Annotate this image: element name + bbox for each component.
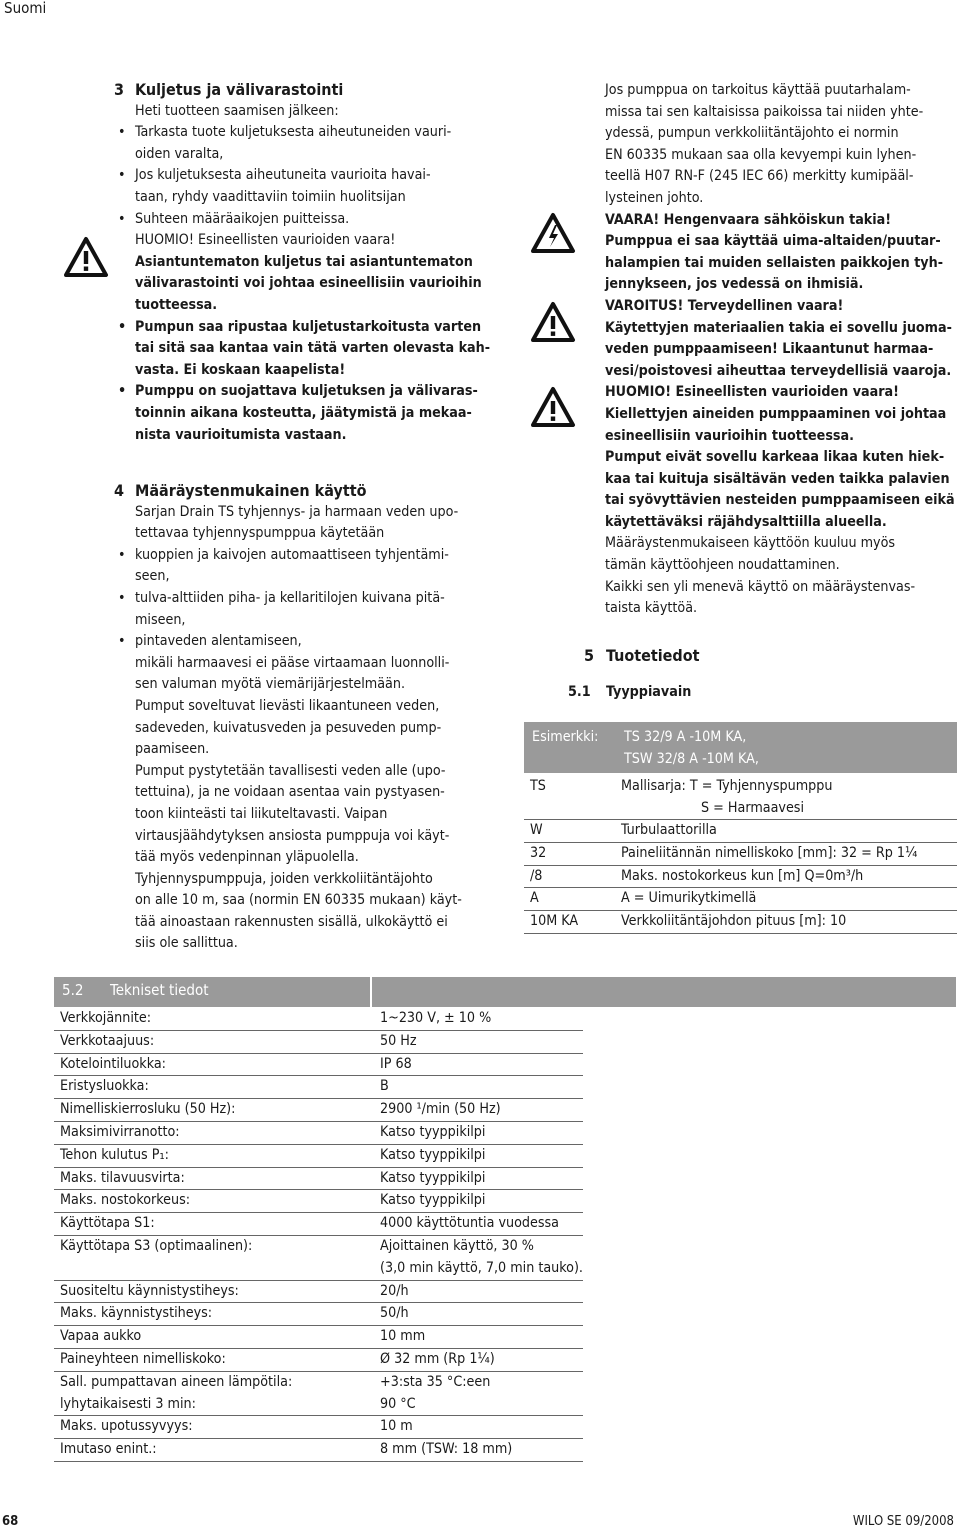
text-line: oiden varalta, xyxy=(135,145,224,162)
text-line: sen valuman myötä viemärijärjestelmään. xyxy=(135,676,406,693)
spec-label: Nimelliskierrosluku (50 Hz): xyxy=(54,1099,374,1122)
spec-value: IP 68 xyxy=(374,1053,583,1076)
table-row xyxy=(374,1053,583,1076)
tech-data-header xyxy=(54,977,956,1007)
type-desc: Verkkoliitäntäjohdon pituus [m]: 10 xyxy=(615,910,957,933)
text-line: Käyttötapa S3 (optimaalinen): xyxy=(60,1237,253,1254)
text-line: lysteinen johto. xyxy=(605,189,704,206)
text-line: jennykseen, jos vedessä on ihmisiä. xyxy=(605,276,864,293)
table-row xyxy=(374,1235,583,1280)
text-line: virtausjäähdytyksen ansiosta pumppuja voi käyt- xyxy=(135,827,450,844)
table-row xyxy=(54,1099,374,1122)
spec-label: Maks. käynnistystiheys: xyxy=(54,1303,374,1326)
type-desc: Turbulaattorilla xyxy=(615,820,957,843)
table-row xyxy=(54,1008,374,1030)
list-item xyxy=(118,122,505,165)
header-divider xyxy=(370,977,372,1007)
text-line: Sall. pumpattavan aineen lämpötila: xyxy=(60,1373,293,1390)
table-row xyxy=(54,1303,374,1326)
list-item xyxy=(118,631,505,653)
warning-text: tuotteessa. xyxy=(135,296,218,313)
table-row xyxy=(54,1030,374,1053)
table-row xyxy=(524,842,957,865)
text-line: +3:sta 35 °C:een xyxy=(380,1373,491,1390)
tech-data-table xyxy=(54,1008,374,1462)
text-line: Kiellettyjen aineiden pumppaaminen voi johtaa xyxy=(605,405,947,422)
spec-label: Tehon kulutus P₁: xyxy=(54,1144,374,1167)
text-line: taan, ryhdy vaadittaviin toimiin huolitsijan xyxy=(135,188,406,205)
spec-label xyxy=(54,1371,374,1416)
table-row xyxy=(524,888,957,911)
list-item xyxy=(118,545,505,588)
warning-text: välivarastointi voi johtaa esineellisiin vaurioihin xyxy=(135,275,482,292)
text-line: toon kiinteästi tai liikuteltavasti. Vaipan xyxy=(135,805,388,822)
table-row xyxy=(374,1303,583,1326)
health-warning-title: VAROITUS! Terveydellinen vaara! xyxy=(605,297,844,314)
text-line: veden pumppaamiseen! Likaantunut harmaa- xyxy=(605,341,934,358)
section-3 xyxy=(135,79,505,446)
spec-label: Maks. upotussyvyys: xyxy=(54,1416,374,1439)
spec-value xyxy=(374,1371,583,1416)
electric-hazard-icon xyxy=(530,212,576,254)
text-line: Pumput eivät sovellu karkeaa likaa kuten hiek- xyxy=(605,449,945,466)
type-key-table xyxy=(524,776,957,934)
text-line: tai syövyttävien nesteiden pumppaamiseen eikä xyxy=(605,492,955,509)
text-line: tai sitä saa kantaa vain tätä varten olevasta kah- xyxy=(135,340,491,357)
section-5-1-title: Tyyppiavain xyxy=(606,684,692,700)
text-line: teellä H07 RN-F (245 IEC 66) merkitty kumipääl- xyxy=(605,168,914,185)
text-line: Pumput pystytetään tavallisesti veden alle (upo- xyxy=(135,762,446,779)
section-4 xyxy=(135,480,505,955)
type-desc: Paineliitännän nimelliskoko [mm]: 32 = Rp 1¼ xyxy=(615,842,957,865)
type-key-value: TSW 32/8 A -10M KA, xyxy=(624,751,759,767)
text-line: • kuoppien ja kaivojen automaattiseen tyhjentämi- xyxy=(135,546,449,563)
table-row xyxy=(54,1144,374,1167)
text-line: Kaikki sen yli menevä käyttö on määräystenvas- xyxy=(605,578,916,595)
danger-title: VAARA! Hengenvaara sähköiskun takia! xyxy=(605,211,892,228)
table-row xyxy=(374,1030,583,1053)
type-desc xyxy=(615,776,957,820)
text-line: on alle 10 m, saa (normin EN 60335 mukaan) käyt- xyxy=(135,892,462,909)
caution-title: HUOMIO! Esineellisten vaurioiden vaara! xyxy=(605,384,899,401)
text-line: EN 60335 mukaan saa olla kevyempi kuin lyhen- xyxy=(605,146,917,163)
spec-value: 50 Hz xyxy=(374,1030,583,1053)
text-line: 90 °C xyxy=(380,1395,416,1412)
type-key-label: Esimerkki: xyxy=(532,729,599,745)
text-line: missa tai sen kaltaisissa paikoissa tai niiden yhte- xyxy=(605,103,924,120)
section-5-2-number: 5.2 xyxy=(62,981,84,999)
text-line: siis ole sallittua. xyxy=(135,935,238,952)
type-code: TS xyxy=(524,776,615,820)
section-5-title: Tuotetiedot xyxy=(606,646,700,665)
text-line: Pumput soveltuvat lievästi likaantuneen veden, xyxy=(135,697,440,714)
spec-value: Katso tyyppikilpi xyxy=(374,1121,583,1144)
spec-label: Eristysluokka: xyxy=(54,1076,374,1099)
text-line: Käytettyjen materiaalien takia ei sovellu juoma- xyxy=(605,319,952,336)
table-row xyxy=(54,1213,374,1236)
text-line: Tyhjennyspumppuja, joiden verkkoliitäntäjohto xyxy=(135,870,433,887)
text-line: Pumppua ei saa käyttää uima-altaiden/puutar- xyxy=(605,233,941,250)
section-5-2-title: Tekniset tiedot xyxy=(110,981,209,999)
text-line: tämän käyttöohjeen noudattaminen. xyxy=(605,557,840,574)
table-row xyxy=(54,1439,374,1462)
table-row xyxy=(54,1280,374,1303)
spec-value: B xyxy=(374,1076,583,1099)
table-row xyxy=(374,1416,583,1439)
table-row xyxy=(374,1008,583,1030)
table-row xyxy=(54,1076,374,1099)
warning-title: HUOMIO! Esineellisten vaurioiden vaara! xyxy=(135,232,396,249)
spec-label: Verkkotaajuus: xyxy=(54,1030,374,1053)
section-3-title: Kuljetus ja välivarastointi xyxy=(135,80,344,99)
text-line: • Pumpun saa ripustaa kuljetustarkoitusta varten xyxy=(135,318,482,335)
type-desc: Maks. nostokorkeus kun [m] Q=0m³/h xyxy=(615,865,957,888)
table-row xyxy=(374,1076,583,1099)
table-row xyxy=(54,1053,374,1076)
spec-label: Paineyhteen nimelliskoko: xyxy=(54,1348,374,1371)
section-3-number: 3 xyxy=(114,80,125,99)
table-row xyxy=(374,1190,583,1213)
table-row xyxy=(54,1190,374,1213)
type-code: 32 xyxy=(524,842,615,865)
page-header-language: Suomi xyxy=(4,0,47,17)
table-row xyxy=(374,1213,583,1236)
text-line: käytettäväksi räjähdysalttiilla alueella. xyxy=(605,513,887,530)
text-line: tettuina), ja ne voidaan asentaa vain pystyasen- xyxy=(135,784,445,801)
table-row xyxy=(374,1167,583,1190)
spec-value: 4000 käyttötuntia vuodessa xyxy=(374,1213,583,1236)
spec-label: Imutaso enint.: xyxy=(54,1439,374,1462)
table-row xyxy=(374,1144,583,1167)
spec-label: Maks. nostokorkeus: xyxy=(54,1190,374,1213)
spec-value: 1~230 V, ± 10 % xyxy=(374,1008,583,1030)
spec-value: 2900 ¹/min (50 Hz) xyxy=(374,1099,583,1122)
table-row xyxy=(524,820,957,843)
table-row xyxy=(374,1099,583,1122)
table-row xyxy=(524,776,957,820)
table-row xyxy=(54,1167,374,1190)
text-line: vasta. Ei koskaan kaapelista! xyxy=(135,361,346,378)
right-column xyxy=(605,80,957,620)
list-item xyxy=(118,165,505,208)
text-line: miseen, xyxy=(135,611,186,628)
text-line: paamiseen. xyxy=(135,741,210,758)
spec-value: 50/h xyxy=(374,1303,583,1326)
text-line: seen, xyxy=(135,568,170,585)
type-code: W xyxy=(524,820,615,843)
text-line: Ajoittainen käyttö, 30 % xyxy=(380,1237,534,1254)
text-line: • Suhteen määräaikojen puitteissa. xyxy=(135,210,350,227)
section-4-number: 4 xyxy=(114,481,125,500)
section-5-number: 5 xyxy=(584,646,595,665)
list-item xyxy=(118,317,505,382)
type-key-header xyxy=(524,722,957,773)
spec-label xyxy=(54,1235,374,1280)
table-row xyxy=(374,1121,583,1144)
footer-company: WILO SE 09/2008 xyxy=(852,1514,954,1529)
text-line: tettavaa tyhjennyspumppua käytetään xyxy=(135,525,385,542)
text-line: vesi/poistovesi aiheuttaa terveydellisiä vaaroja. xyxy=(605,362,952,379)
text-line: • pintaveden alentamiseen, xyxy=(135,633,302,650)
table-row xyxy=(374,1371,583,1416)
type-desc: A = Uimurikytkimellä xyxy=(615,888,957,911)
table-row xyxy=(374,1280,583,1303)
text-line: esineellisiin vaurioihin tuotteessa. xyxy=(605,427,854,444)
section-4-title: Määräystenmukainen käyttö xyxy=(135,481,367,500)
text-line: taista käyttöä. xyxy=(605,600,698,617)
section-3-intro: Heti tuotteen saamisen jälkeen: xyxy=(135,102,339,119)
spec-value: 10 mm xyxy=(374,1326,583,1349)
spec-label: Vapaa aukko xyxy=(54,1326,374,1349)
text-line: Mallisarja: T = Tyhjennyspumppu xyxy=(621,778,833,794)
type-code: 10M KA xyxy=(524,910,615,933)
table-row xyxy=(54,1416,374,1439)
tech-data-values xyxy=(374,1008,583,1462)
text-line: toinnin aikana kosteutta, jäätymistä ja mekaa- xyxy=(135,404,472,421)
table-row xyxy=(54,1235,374,1280)
text-line: (3,0 min käyttö, 7,0 min tauko). xyxy=(380,1259,583,1276)
spec-value: 8 mm (TSW: 18 mm) xyxy=(374,1439,583,1462)
spec-value: Katso tyyppikilpi xyxy=(374,1144,583,1167)
type-code: /8 xyxy=(524,865,615,888)
warning-triangle-icon xyxy=(530,301,576,343)
list-item xyxy=(118,209,505,231)
text-line: • Jos kuljetuksesta aiheutuneita vaurioita havai- xyxy=(135,167,431,184)
spec-value: 20/h xyxy=(374,1280,583,1303)
text-line: • Pumppu on suojattava kuljetuksen ja välivaras- xyxy=(135,383,478,400)
table-row xyxy=(524,910,957,933)
warning-triangle-icon xyxy=(530,386,576,428)
text-line: • Tarkasta tuote kuljetuksesta aiheutuneiden vauri- xyxy=(135,124,452,141)
table-row xyxy=(54,1348,374,1371)
text-line: Määräystenmukaiseen käyttöön kuuluu myös xyxy=(605,535,896,552)
type-code: A xyxy=(524,888,615,911)
warning-text: Asiantuntematon kuljetus tai asiantuntematon xyxy=(135,253,473,270)
table-row xyxy=(374,1326,583,1349)
table-row xyxy=(374,1348,583,1371)
text-line: Sarjan Drain TS tyhjennys- ja harmaan veden upo- xyxy=(135,503,459,520)
spec-value: Ø 32 mm (Rp 1¼) xyxy=(374,1348,583,1371)
text-line: mikäli harmaavesi ei pääse virtaamaan luonnolli- xyxy=(135,654,450,671)
section-5-1-number: 5.1 xyxy=(568,684,591,700)
spec-label: Kotelointiluokka: xyxy=(54,1053,374,1076)
list-item xyxy=(118,588,505,631)
spec-label: Käyttötapa S1: xyxy=(54,1213,374,1236)
text-line: tää myös vedenpinnan yläpuolella. xyxy=(135,849,359,866)
spec-value: Katso tyyppikilpi xyxy=(374,1190,583,1213)
text-line: halampien tai muiden sellaisten paikkojen tyh- xyxy=(605,254,944,271)
type-key-value: TS 32/9 A -10M KA, xyxy=(624,729,747,745)
text-line: kaa tai kuituja sisältävän veden taikka palavien xyxy=(605,470,950,487)
page-number: 68 xyxy=(2,1514,19,1529)
spec-label: Maksimivirranotto: xyxy=(54,1121,374,1144)
text-line: • tulva-alttiiden piha- ja kellaritilojen kuivana pitä- xyxy=(135,589,445,606)
spec-label: Maks. tilavuusvirta: xyxy=(54,1167,374,1190)
spec-label: Suositeltu käynnistystiheys: xyxy=(54,1280,374,1303)
text-line: sadeveden, kuivatusveden ja pesuveden pump- xyxy=(135,719,442,736)
spec-value xyxy=(374,1235,583,1280)
table-row xyxy=(54,1371,374,1416)
spec-value: Katso tyyppikilpi xyxy=(374,1167,583,1190)
list-item xyxy=(118,381,505,446)
table-row xyxy=(524,865,957,888)
text-line: lyhytaikaisesti 3 min: xyxy=(60,1395,196,1412)
text-line: Jos pumppua on tarkoitus käyttää puutarhalam- xyxy=(605,82,911,98)
spec-value: 10 m xyxy=(374,1416,583,1439)
text-line: ydessä, pumpun verkkoliitäntäjohto ei normin xyxy=(605,125,899,142)
warning-triangle-icon xyxy=(63,236,109,278)
table-row xyxy=(54,1121,374,1144)
table-row xyxy=(54,1326,374,1349)
text-line: S = Harmaavesi xyxy=(701,799,805,816)
text-line: tää ainoastaan rakennusten sisällä, ulkokäyttö ei xyxy=(135,913,448,930)
spec-label: Verkkojännite: xyxy=(54,1008,374,1030)
text-line: nista vaurioitumista vastaan. xyxy=(135,426,347,443)
table-row xyxy=(374,1439,583,1462)
